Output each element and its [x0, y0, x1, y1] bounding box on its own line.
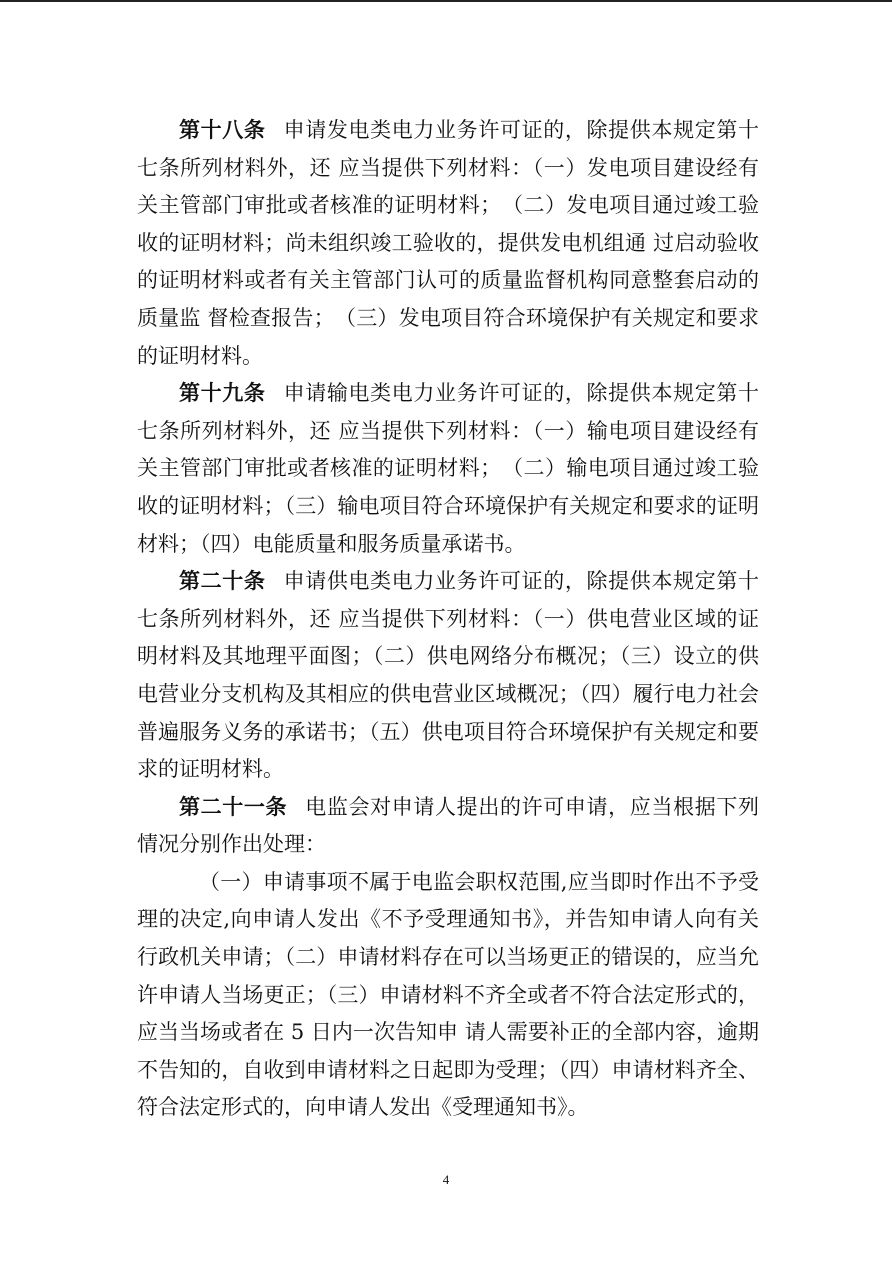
- document-body: [137, 112, 759, 1127]
- article-text: 电监会对申请人提出的许可申请，应当根据下列情况分别作出处理：: [137, 794, 760, 857]
- article-text: 申请输电类电力业务许可证的，除提供本规定第十七条所列材料外，还 应当提供下列材料：（一）输电项目建设经有关主管部门审批或者核准的证明材料； （二）输电项目通过竣工验收的证明材料；（三）输电项目符合环境保护有关规定和要求的证明材料；（四）电能质量和服务质量承诺书。: [137, 381, 760, 556]
- article-title: 第二十一条: [179, 794, 288, 819]
- top-border-line: [0, 0, 892, 2]
- page-number: 4: [442, 1172, 450, 1187]
- article-text: 申请发电类电力业务许可证的，除提供本规定第十七条所列材料外，还 应当提供下列材料：（一）发电项目建设经有关主管部门审批或者核准的证明材料； （二）发电项目通过竣工验收的证明材料；尚未组织竣工验收的，提供发电机组通 过启动验收的证明材料或者有关主管部门认可的质量监督机构同意整套启动的质量监 督检查报告； （三）发电项目符合环境保护有关规定和要求的证明材料。: [137, 118, 760, 368]
- article-title: 第二十条: [179, 569, 266, 594]
- article-20: [137, 563, 759, 789]
- article-18: [137, 112, 759, 375]
- article-text: 申请供电类电力业务许可证的，除提供本规定第十七条所列材料外，还 应当提供下列材料：（一）供电营业区域的证明材料及其地理平面图；（二）供电网络分布概况；（三）设立的供电营业分支机构及其相应的供电营业区域概况；（四）履行电力社会普遍服务义务的承诺书；（五）供电项目符合环境保护有关规定和要求的证明材料。: [137, 569, 760, 782]
- article-19: [137, 375, 759, 563]
- article-21-handling-items: （一）申请事项不属于电监会职权范围,应当即时作出不予受理的决定,向申请人发出《不予受理通知书》，并告知申请人向有关行政机关申请；（二）申请材料存在可以当场更正的错误的，应当允许申请人当场更正；（三）申请材料不齐全或者不符合法定形式的，应当当场或者在 5 日内一次告知申 请人需要补正的全部内容，逾期不告知的，自收到申请材料之日起即为受理；（四）申请材料齐全、符合法定形式的，向申请人发出《受理通知书》。: [137, 869, 759, 1120]
- article-title: 第十九条: [179, 381, 266, 406]
- article-21: [137, 789, 759, 864]
- article-title: 第十八条: [179, 118, 266, 142]
